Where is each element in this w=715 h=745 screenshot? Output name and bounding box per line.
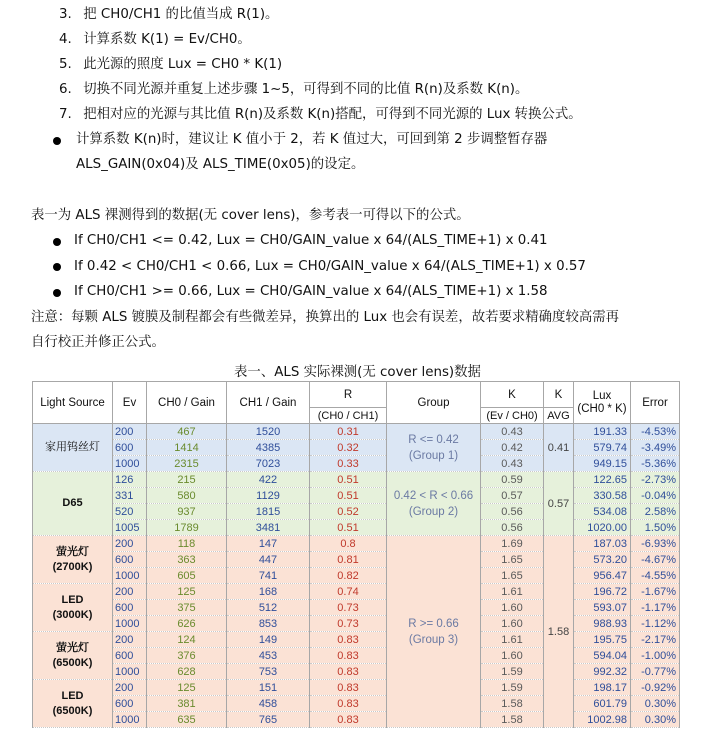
table-row <box>33 504 680 520</box>
r-cell: 0.74 <box>310 584 387 600</box>
caution-line-1: 注意：每颗 ALS 镀膜及制程都会有些微差异，换算出的 Lux 也会有误差，故若要求精确度较高需再 <box>31 310 620 325</box>
table-row <box>33 600 680 616</box>
ev-cell: 200 <box>113 584 147 600</box>
ch0-cell: 1789 <box>147 520 227 536</box>
header-k: K <box>481 382 544 408</box>
ev-cell: 600 <box>113 552 147 568</box>
bullet-icon <box>53 137 61 145</box>
k-cell: 1.61 <box>481 632 544 648</box>
ch1-cell: 741 <box>227 568 310 584</box>
ch1-cell: 853 <box>227 616 310 632</box>
ch0-cell: 381 <box>147 696 227 712</box>
step-6: 6. 切换不同光源并重复上述步骤 1~5，可得到不同的比值 R(n)及系数 K(n)。 <box>59 82 529 97</box>
ev-cell: 200 <box>113 424 147 440</box>
ch0-cell: 635 <box>147 712 227 728</box>
lux-cell: 992.32 <box>574 664 631 680</box>
header-lux-label: Lux <box>592 389 612 402</box>
k-cell: 0.57 <box>481 488 544 504</box>
table-row <box>33 712 680 728</box>
header-ev: Ev <box>113 382 147 424</box>
lux-cell: 601.79 <box>574 696 631 712</box>
r-cell: 0.8 <box>310 536 387 552</box>
ev-cell: 520 <box>113 504 147 520</box>
table-row <box>33 536 680 552</box>
k-cell: 1.60 <box>481 600 544 616</box>
ch0-cell: 1414 <box>147 440 227 456</box>
ch0-cell: 125 <box>147 680 227 696</box>
ch0-cell: 605 <box>147 568 227 584</box>
ch1-cell: 147 <box>227 536 310 552</box>
header-r-sub: (CH0 / CH1) <box>310 408 387 424</box>
error-cell: -1.00% <box>631 648 680 664</box>
lux-cell: 988.93 <box>574 616 631 632</box>
ev-cell: 1000 <box>113 712 147 728</box>
k-cell: 1.59 <box>481 680 544 696</box>
k-avg-cell: 0.41 <box>544 424 574 472</box>
k-cell: 1.60 <box>481 616 544 632</box>
source-cct: (2700K) <box>52 560 93 573</box>
ch0-cell: 215 <box>147 472 227 488</box>
r-cell: 0.83 <box>310 648 387 664</box>
k-cell: 1.65 <box>481 552 544 568</box>
error-cell: -5.36% <box>631 456 680 472</box>
header-r: R <box>310 382 387 408</box>
source-cell <box>33 536 113 584</box>
table-row <box>33 488 680 504</box>
source-cct: (6500K) <box>52 704 93 717</box>
ch1-cell: 422 <box>227 472 310 488</box>
ev-cell: 200 <box>113 632 147 648</box>
source-name: LED <box>61 593 84 606</box>
error-cell: 2.58% <box>631 504 680 520</box>
lux-cell: 198.17 <box>574 680 631 696</box>
ev-cell: 200 <box>113 536 147 552</box>
source-name: D65 <box>62 497 83 509</box>
step-3: 3. 把 CH0/CH1 的比值当成 R(1)。 <box>59 7 279 22</box>
ch0-cell: 467 <box>147 424 227 440</box>
table-row <box>33 664 680 680</box>
error-cell: -4.55% <box>631 568 680 584</box>
ch1-cell: 765 <box>227 712 310 728</box>
lux-cell: 191.33 <box>574 424 631 440</box>
note-line-2: ALS_GAIN(0x04)及 ALS_TIME(0x05)的设定。 <box>76 157 365 172</box>
error-cell: -2.73% <box>631 472 680 488</box>
error-cell: -4.67% <box>631 552 680 568</box>
k-cell: 1.59 <box>481 664 544 680</box>
table-row <box>33 680 680 696</box>
source-name: LED <box>61 689 84 702</box>
table-row <box>33 456 680 472</box>
error-cell: -4.53% <box>631 424 680 440</box>
r-cell: 0.73 <box>310 600 387 616</box>
table-row <box>33 520 680 536</box>
ev-cell: 331 <box>113 488 147 504</box>
note-line-1: 计算系数 K(n)时，建议让 K 值小于 2，若 K 值过大，可回到第 2 步调整暂存器 <box>76 132 548 147</box>
ev-cell: 600 <box>113 600 147 616</box>
r-cell: 0.51 <box>310 472 387 488</box>
step-5: 5. 此光源的照度 Lux = CH0 * K(1) <box>59 57 283 72</box>
ch1-cell: 458 <box>227 696 310 712</box>
ch0-cell: 375 <box>147 600 227 616</box>
ch0-cell: 937 <box>147 504 227 520</box>
k-cell: 1.58 <box>481 696 544 712</box>
source-cell <box>33 632 113 680</box>
k-avg-cell: 0.57 <box>544 472 574 536</box>
r-cell: 0.32 <box>310 440 387 456</box>
bullet-icon <box>53 238 61 246</box>
header-k-avg-sub: AVG <box>544 408 574 424</box>
ch1-cell: 7023 <box>227 456 310 472</box>
lux-cell: 330.58 <box>574 488 631 504</box>
lux-cell: 534.08 <box>574 504 631 520</box>
table-row <box>33 632 680 648</box>
bullet-icon <box>53 289 61 297</box>
ch1-cell: 151 <box>227 680 310 696</box>
ch0-cell: 125 <box>147 584 227 600</box>
ch0-cell: 626 <box>147 616 227 632</box>
table-row <box>33 424 680 440</box>
ch1-cell: 447 <box>227 552 310 568</box>
ch1-cell: 168 <box>227 584 310 600</box>
group-label: (Group 3) <box>408 633 459 646</box>
ev-cell: 126 <box>113 472 147 488</box>
lux-cell: 196.72 <box>574 584 631 600</box>
formula-1: If CH0/CH1 <= 0.42, Lux = CH0/GAIN_value x 64/(ALS_TIME+1) x 0.41 <box>74 233 548 248</box>
k-cell: 0.56 <box>481 504 544 520</box>
r-cell: 0.81 <box>310 552 387 568</box>
ev-cell: 1005 <box>113 520 147 536</box>
source-cell <box>33 424 113 472</box>
r-cell: 0.33 <box>310 456 387 472</box>
lux-cell: 579.74 <box>574 440 631 456</box>
group-label: (Group 1) <box>408 449 459 462</box>
source-cell <box>33 472 113 536</box>
group-cell <box>387 536 481 728</box>
ch0-cell: 376 <box>147 648 227 664</box>
error-cell: 0.30% <box>631 696 680 712</box>
header-light-source: Light Source <box>33 382 113 424</box>
group-range: R >= 0.66 <box>408 617 459 630</box>
r-cell: 0.82 <box>310 568 387 584</box>
source-cct: (3000K) <box>52 608 93 621</box>
k-cell: 1.60 <box>481 648 544 664</box>
r-cell: 0.51 <box>310 488 387 504</box>
ch1-cell: 1815 <box>227 504 310 520</box>
lux-cell: 187.03 <box>574 536 631 552</box>
header-lux <box>574 382 631 424</box>
r-cell: 0.52 <box>310 504 387 520</box>
ch0-cell: 580 <box>147 488 227 504</box>
header-lux-sub: (CH0 * K) <box>577 402 627 415</box>
error-cell: -6.93% <box>631 536 680 552</box>
ch0-cell: 118 <box>147 536 227 552</box>
ev-cell: 600 <box>113 440 147 456</box>
ev-cell: 1000 <box>113 568 147 584</box>
r-cell: 0.83 <box>310 712 387 728</box>
header-k-avg: K <box>544 382 574 408</box>
source-cell <box>33 680 113 728</box>
k-cell: 1.61 <box>481 584 544 600</box>
header-error: Error <box>631 382 680 424</box>
ev-cell: 1000 <box>113 616 147 632</box>
table-row <box>33 440 680 456</box>
ev-cell: 600 <box>113 648 147 664</box>
error-cell: -1.12% <box>631 616 680 632</box>
error-cell: 0.30% <box>631 712 680 728</box>
table-row <box>33 616 680 632</box>
k-cell: 0.42 <box>481 440 544 456</box>
error-cell: 1.50% <box>631 520 680 536</box>
group-range: 0.42 < R < 0.66 <box>393 489 474 502</box>
formula-3: If CH0/CH1 >= 0.66, Lux = CH0/GAIN_value x 64/(ALS_TIME+1) x 1.58 <box>74 284 548 299</box>
ev-cell: 200 <box>113 680 147 696</box>
k-cell: 0.43 <box>481 456 544 472</box>
lux-cell: 122.65 <box>574 472 631 488</box>
ch1-cell: 512 <box>227 600 310 616</box>
k-cell: 1.69 <box>481 536 544 552</box>
table-row <box>33 696 680 712</box>
k-avg-cell: 1.58 <box>544 536 574 728</box>
table-caption: 表一、ALS 实际裸测(无 cover lens)数据 <box>234 365 481 380</box>
error-cell: -0.92% <box>631 680 680 696</box>
ch1-cell: 3481 <box>227 520 310 536</box>
source-cct: (6500K) <box>52 656 93 669</box>
lux-cell: 594.04 <box>574 648 631 664</box>
group-cell <box>387 424 481 472</box>
lux-cell: 1020.00 <box>574 520 631 536</box>
table-row <box>33 568 680 584</box>
k-cell: 1.58 <box>481 712 544 728</box>
r-cell: 0.83 <box>310 632 387 648</box>
ch1-cell: 453 <box>227 648 310 664</box>
source-cell <box>33 584 113 632</box>
header-k-sub: (Ev / CH0) <box>481 408 544 424</box>
ch1-cell: 1129 <box>227 488 310 504</box>
error-cell: -2.17% <box>631 632 680 648</box>
r-cell: 0.31 <box>310 424 387 440</box>
source-name: 萤光灯 <box>56 641 89 654</box>
lux-cell: 949.15 <box>574 456 631 472</box>
bullet-icon <box>53 263 61 271</box>
lux-cell: 195.75 <box>574 632 631 648</box>
ev-cell: 1000 <box>113 664 147 680</box>
caution-line-2: 自行校正并修正公式。 <box>31 335 165 350</box>
ch1-cell: 149 <box>227 632 310 648</box>
lux-cell: 573.20 <box>574 552 631 568</box>
r-cell: 0.83 <box>310 696 387 712</box>
als-data-table <box>32 381 680 728</box>
group-range: R <= 0.42 <box>408 433 459 446</box>
ch1-cell: 1520 <box>227 424 310 440</box>
formula-2: If 0.42 < CH0/CH1 < 0.66, Lux = CH0/GAIN_value x 64/(ALS_TIME+1) x 0.57 <box>74 259 586 274</box>
step-7: 7. 把相对应的光源与其比值 R(n)及系数 K(n)搭配，可得到不同光源的 Lux 转换公式。 <box>59 107 582 122</box>
error-cell: -1.67% <box>631 584 680 600</box>
k-cell: 1.65 <box>481 568 544 584</box>
r-cell: 0.83 <box>310 664 387 680</box>
r-cell: 0.51 <box>310 520 387 536</box>
header-ch1-gain: CH1 / Gain <box>227 382 310 424</box>
header-ch0-gain: CH0 / Gain <box>147 382 227 424</box>
header-group: Group <box>387 382 481 424</box>
ch1-cell: 753 <box>227 664 310 680</box>
ch0-cell: 2315 <box>147 456 227 472</box>
r-cell: 0.73 <box>310 616 387 632</box>
table-row <box>33 648 680 664</box>
ch1-cell: 4385 <box>227 440 310 456</box>
table-row <box>33 552 680 568</box>
ch0-cell: 628 <box>147 664 227 680</box>
lux-cell: 956.47 <box>574 568 631 584</box>
error-cell: -3.49% <box>631 440 680 456</box>
k-cell: 0.59 <box>481 472 544 488</box>
error-cell: -1.17% <box>631 600 680 616</box>
ch0-cell: 363 <box>147 552 227 568</box>
table-row <box>33 472 680 488</box>
group-label: (Group 2) <box>408 505 459 518</box>
intro-text: 表一为 ALS 裸测得到的数据(无 cover lens)，参考表一可得以下的公式。 <box>31 208 470 223</box>
step-4: 4. 计算系数 K(1) = Ev/CH0。 <box>59 32 251 47</box>
group-cell <box>387 472 481 536</box>
k-cell: 0.56 <box>481 520 544 536</box>
error-cell: -0.77% <box>631 664 680 680</box>
source-name: 家用钨丝灯 <box>45 441 100 453</box>
ev-cell: 1000 <box>113 456 147 472</box>
source-name: 萤光灯 <box>56 545 89 558</box>
lux-cell: 593.07 <box>574 600 631 616</box>
ev-cell: 600 <box>113 696 147 712</box>
error-cell: -0.04% <box>631 488 680 504</box>
r-cell: 0.83 <box>310 680 387 696</box>
lux-cell: 1002.98 <box>574 712 631 728</box>
k-cell: 0.43 <box>481 424 544 440</box>
table-row <box>33 584 680 600</box>
ch0-cell: 124 <box>147 632 227 648</box>
